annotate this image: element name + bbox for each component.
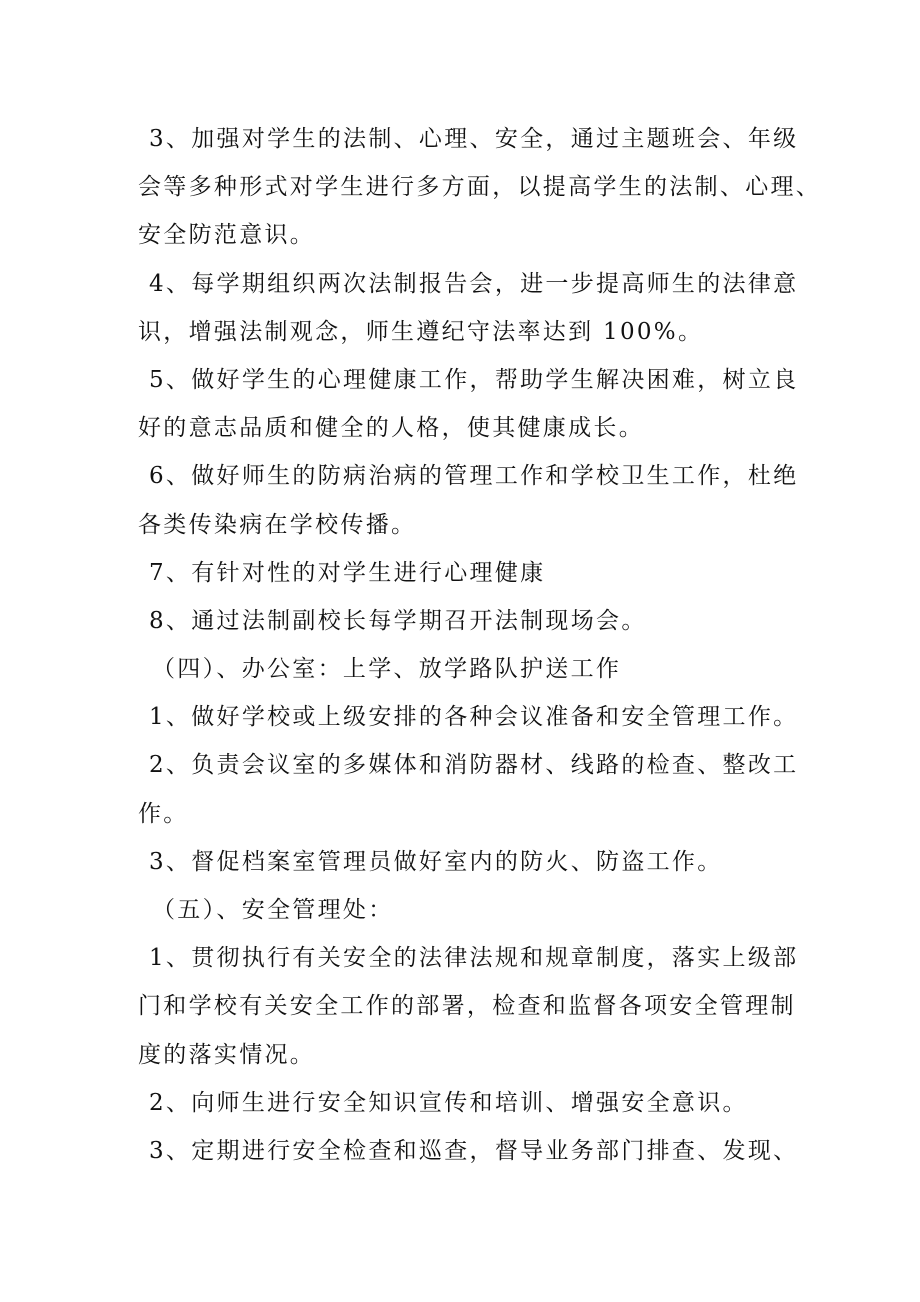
paragraph-line: 3、督促档案室管理员做好室内的防火、防盗工作。 [149, 848, 723, 875]
paragraph-line: 会等多种形式对学生进行多方面，以提高学生的法制、心理、 [138, 174, 822, 201]
paragraph-line: 3、定期进行安全检查和巡查，督导业务部门排查、发现、 [149, 1137, 799, 1164]
paragraph-line: 1、做好学校或上级安排的各种会议准备和安全管理工作。 [149, 704, 799, 731]
section-heading: （五）、安全管理处： [152, 897, 394, 923]
body-text [138, 115, 822, 1175]
paragraph-line: 识，增强法制观念，师生遵纪守法率达到 100%。 [138, 318, 704, 345]
paragraph-line: 度的落实情况。 [138, 1041, 316, 1068]
paragraph-line: 安全防范意识。 [138, 222, 316, 249]
paragraph-line: 门和学校有关安全工作的部署，检查和监督各项安全管理制 [138, 993, 796, 1020]
paragraph-line: 各类传染病在学校传播。 [138, 511, 417, 538]
paragraph-line: 8、通过法制副校长每学期召开法制现场会。 [149, 607, 647, 634]
paragraph-line: 好的意志品质和健全的人格，使其健康成长。 [138, 415, 644, 442]
paragraph-line: 6、做好师生的防病治病的管理工作和学校卫生工作，杜绝 [149, 463, 799, 490]
paragraph-line: 作。 [138, 800, 189, 827]
paragraph-line: 7、有针对性的对学生进行心理健康 [149, 559, 546, 586]
section-heading: （四）、办公室：上学、放学路队护送工作 [152, 656, 622, 683]
paragraph-line: 2、负责会议室的多媒体和消防器材、线路的检查、整改工 [149, 752, 799, 779]
paragraph-line: 3、加强对学生的法制、心理、安全，通过主题班会、年级 [149, 126, 799, 152]
paragraph-line: 1、贯彻执行有关安全的法律法规和规章制度，落实上级部 [149, 945, 799, 972]
paragraph-line: 4、每学期组织两次法制报告会，进一步提高师生的法律意 [149, 270, 799, 297]
paragraph-line: 2、向师生进行安全知识宣传和培训、增强安全意识。 [149, 1089, 748, 1116]
paragraph-line: 5、做好学生的心理健康工作，帮助学生解决困难，树立良 [149, 366, 799, 393]
